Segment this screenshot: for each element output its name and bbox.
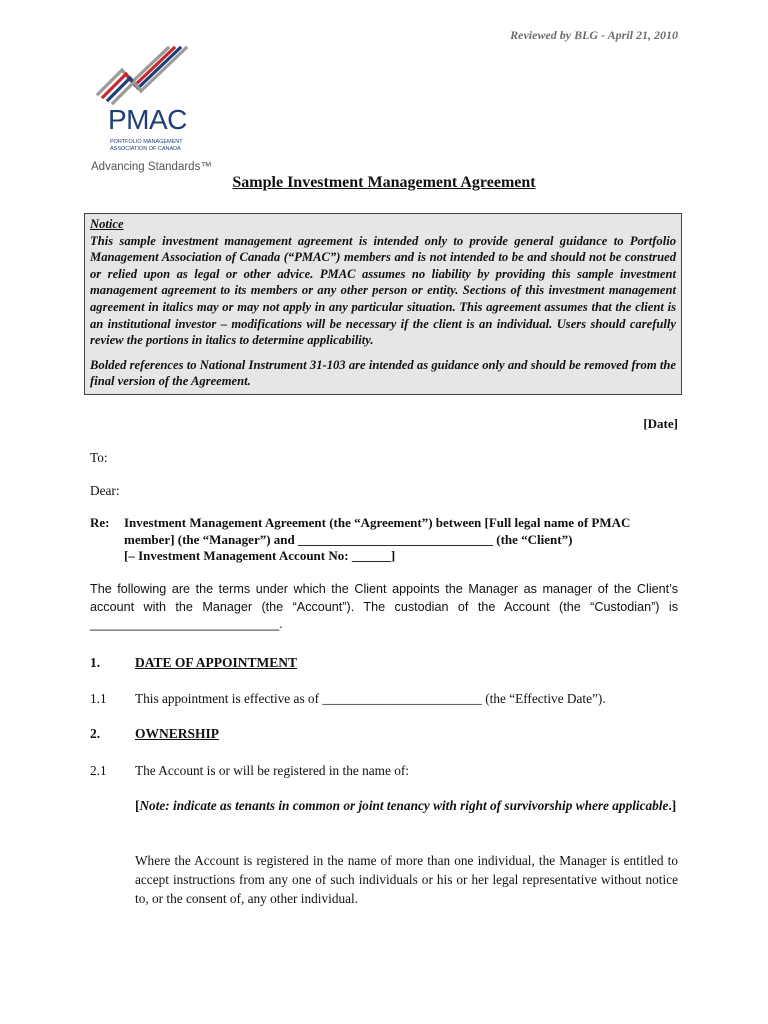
note-text: Note: indicate as tenants in common or joint tenancy with right of survivorship where applicable [139,798,669,813]
section-2-heading: OWNERSHIP [135,726,220,741]
section-1-heading: DATE OF APPOINTMENT [135,655,298,670]
re-label: Re: [90,515,110,530]
re-line-2: member] (the “Manager”) and ______________________________ (the “Client”) [124,531,573,547]
section-1-number: 1. [90,655,101,670]
logo-subtitle-1: PORTFOLIO MANAGEMENT [110,139,183,145]
section-2-number: 2. [90,726,101,741]
logo-name: PMAC [108,104,187,135]
clause-2-1-text: The Account is or will be registered in the name of: [135,763,409,778]
re-line-3: [– Investment Management Account No: ______] [124,548,396,563]
notice-paragraph-2: Bolded references to National Instrument 31-103 are intended as guidance only and should be removed from the final version of the Agreement. [90,357,676,389]
logo-subtitle-2: ASSOCIATION OF CANADA [110,146,181,152]
dear-label: Dear: [90,483,120,498]
review-note: Reviewed by BLG - April 21, 2010 [510,28,678,42]
clause-1-1-number: 1.1 [90,691,107,706]
clause-1-1-text: This appointment is effective as of ________________________ (the “Effective Date”). [135,691,606,706]
clause-2-1-number: 2.1 [90,763,107,778]
note-block [135,797,678,815]
intro-paragraph: The following are the terms under which the Client appoints the Manager as manager of the Client’s account with the Manager (the “Account”). The custodian of the Account (the “Custodian”) is ___________________________. [90,582,678,631]
notice-heading: Notice [90,217,124,231]
notice-paragraph-1: This sample investment management agreement is intended only to provide general guidance to Portfolio Management Association of Canada (“PMAC”) members and is not intended to be and should not be construed or relied upon as legal or other advice. PMAC assumes no liability by providing this sample investment management agreement to its members or any other person or entity. Sections of this investment management agreement in italics may or may not apply in any particular situation. This agreement assumes that the client is an institutional investor – modifications will be necessary if the client is an individual. Users should carefully review the portions in italics to determine applicability. [90,233,676,348]
to-label: To: [90,450,108,465]
ownership-paragraph: Where the Account is registered in the name of more than one individual, the Manager is entitled to accept instructions from any one of such individuals or his or her legal representative without notice to, or the consent of, any other individual. [135,853,678,906]
note-open-bracket: [ [135,798,140,813]
logo-tagline: Advancing Standards™ [91,161,212,173]
re-block [124,515,678,565]
notice-box [84,213,682,395]
re-line-1: Investment Management Agreement (the “Agreement”) between [Full legal name of PMAC [124,515,631,530]
note-close-bracket: .] [668,798,677,813]
date-placeholder: [Date] [643,416,678,431]
document-title: Sample Investment Management Agreement [232,174,536,191]
